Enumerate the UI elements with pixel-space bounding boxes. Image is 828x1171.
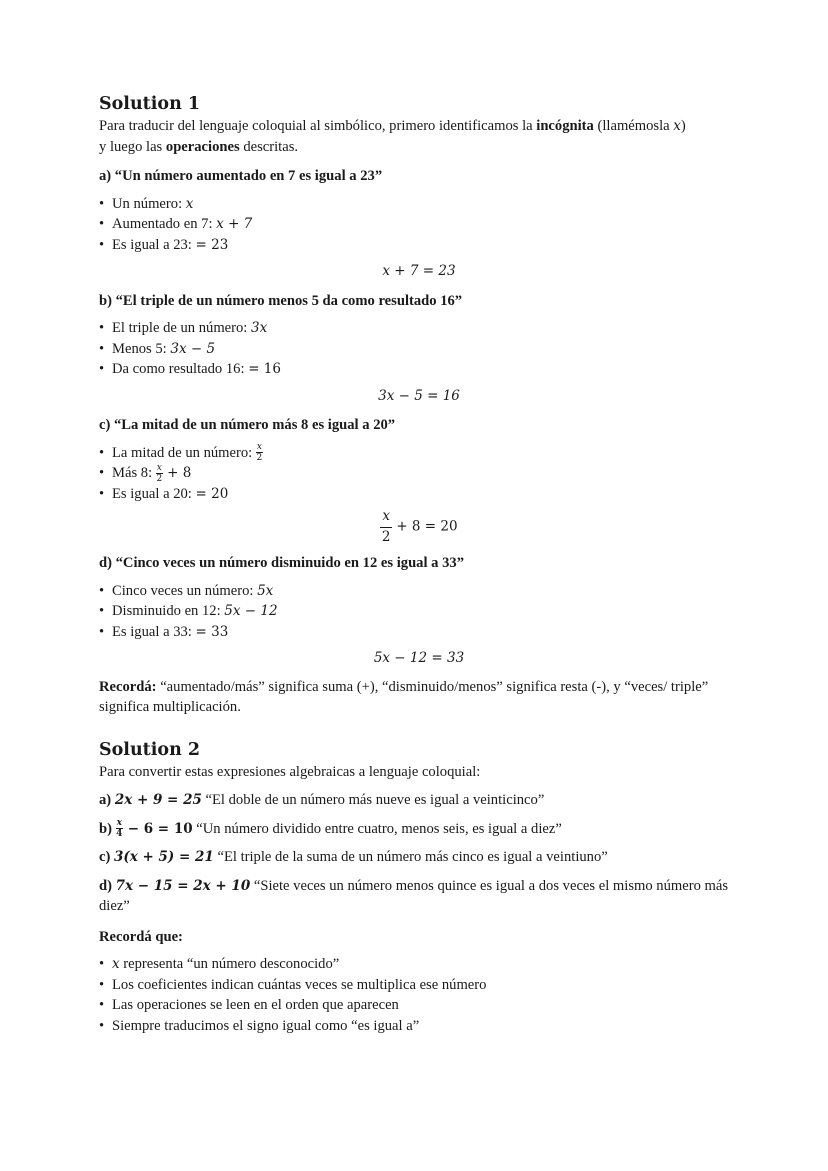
- solution-1-intro: Para traducir del lenguaje coloquial al simbólico, primero identificamos la incógnita (llamémosla x) y luego las operaciones descritas.: [99, 118, 686, 155]
- list-item: a) 2x + 9 = 25 “El doble de un número más nueve es igual a veinticinco”: [99, 792, 545, 809]
- fraction: $\frac{x}{2}$: [381, 508, 391, 545]
- list-item: • Menos 5: 3x − 5: [99, 339, 739, 360]
- list-item: • Un número: x: [99, 194, 739, 215]
- remember-list: [99, 954, 739, 1036]
- list-item: • Da como resultado 16: = 16: [99, 359, 739, 380]
- part-c-heading: c) “La mitad de un número más 8 es igual a 20”: [99, 417, 396, 433]
- remember-heading: Recordá que:: [99, 928, 183, 945]
- part-d-list: [99, 581, 739, 643]
- list-item: • Es igual a 33: = 33: [99, 622, 739, 643]
- part-a-list: [99, 194, 739, 256]
- list-item: • Los coeficientes indican cuántas veces se multiplica ese número: [99, 975, 739, 996]
- list-item: c) 3(x + 5) = 21 “El triple de la suma de un número más cinco es igual a veintiuno”: [99, 849, 608, 866]
- list-item: b) $\frac{x}{4}$ − 6 = 10 “Un número dividido entre cuatro, menos seis, es igual a diez”: [99, 818, 562, 840]
- list-item: • Siempre traducimos el signo igual como “es igual a”: [99, 1016, 739, 1037]
- solution-2-intro: Para convertir estas expresiones algebraicas a lenguaje coloquial:: [99, 763, 481, 780]
- document-page: [99, 92, 739, 1036]
- fraction: $\frac{x}{2}$: [156, 462, 163, 484]
- keyword-operaciones: operaciones: [165, 138, 240, 155]
- list-item: • Disminuido en 12: 5x − 12: [99, 601, 739, 622]
- keyword-incognita: incógnita: [536, 118, 594, 134]
- list-item: d) 7x − 15 = 2x + 10 “Siete veces un número menos quince es igual a dos veces el mismo número más diez”: [99, 877, 729, 915]
- list-item: • Las operaciones se leen en el orden que aparecen: [99, 995, 739, 1016]
- list-item: • x representa “un número desconocido”: [99, 954, 739, 975]
- part-a-heading: a) “Un número aumentado en 7 es igual a 23”: [99, 168, 383, 184]
- list-item: • Más 8: $\frac{x}{2}$ + 8: [99, 463, 739, 484]
- list-item: • Aumentado en 7: x + 7: [99, 214, 739, 235]
- fraction: $\frac{x}{4}$: [116, 818, 123, 840]
- variable-x: x: [673, 118, 681, 134]
- solution-2-items: [99, 790, 739, 917]
- list-item: • Es igual a 20: = 20: [99, 484, 739, 505]
- solution-1-note: Recordá: “aumentado/más” significa suma (+), “disminuido/menos” significa resta (-), y “veces/ triple” significa multiplicación.: [99, 678, 709, 716]
- solution-1-title: Solution 1: [99, 94, 201, 114]
- list-item: • El triple de un número: 3x: [99, 318, 739, 339]
- part-b-list: [99, 318, 739, 380]
- list-item: • Cinco veces un número: 5x: [99, 581, 739, 602]
- part-b-heading: b) “El triple de un número menos 5 da como resultado 16”: [99, 292, 463, 309]
- equation-b: 3x − 5 = 16: [378, 387, 460, 404]
- equation-a: x + 7 = 23: [382, 263, 456, 279]
- equation-d: 5x − 12 = 33: [373, 650, 465, 667]
- part-d-heading: d) “Cinco veces un número disminuido en 12 es igual a 33”: [99, 555, 465, 572]
- list-item: • Es igual a 23: = 23: [99, 235, 739, 256]
- solution-2-title: Solution 2: [99, 739, 201, 760]
- list-item: • La mitad de un número: $\frac{x}{2}$: [99, 443, 739, 464]
- fraction: $\frac{x}{2}$: [256, 442, 263, 464]
- part-c-list: [99, 443, 739, 505]
- equation-c: $\frac{x}{2}$ + 8 = 20: [381, 508, 458, 545]
